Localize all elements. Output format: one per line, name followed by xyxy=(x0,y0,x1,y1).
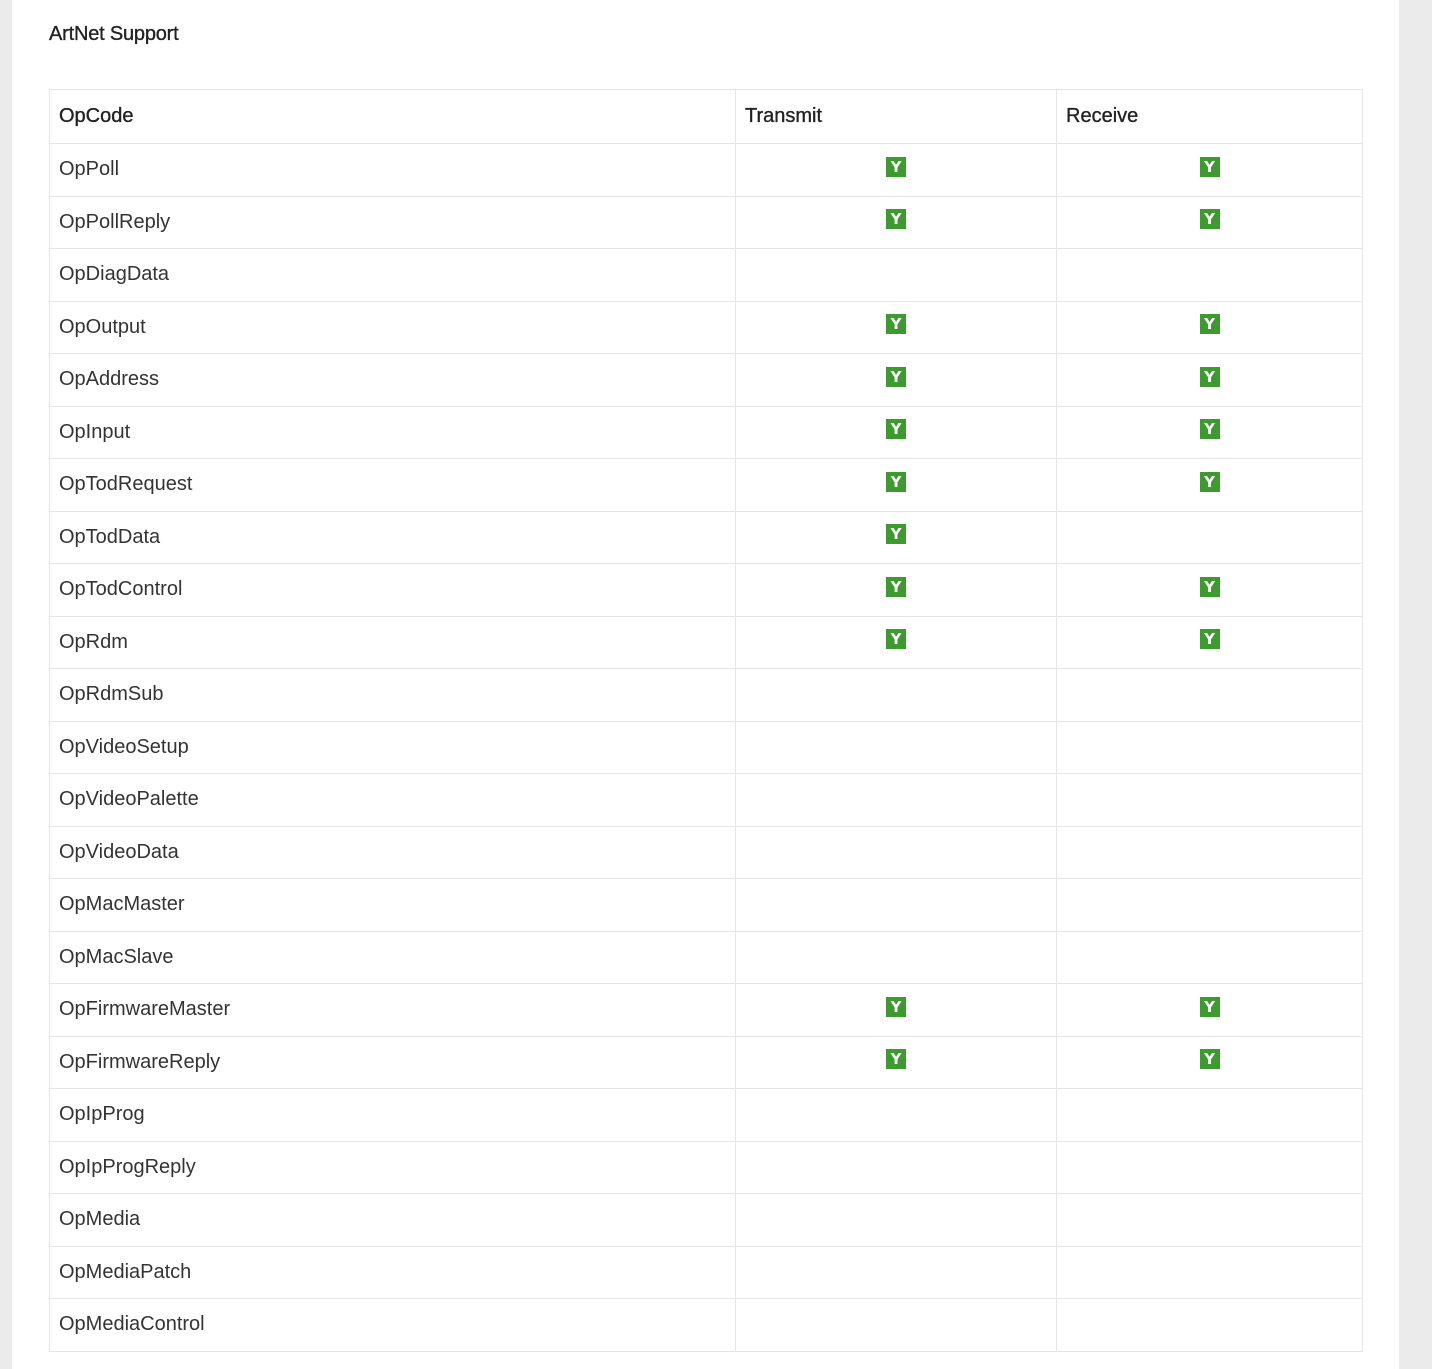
yes-badge-icon: Y xyxy=(1200,419,1220,439)
yes-badge-icon: Y xyxy=(886,524,906,544)
opcode-cell: OpRdmSub xyxy=(50,669,736,722)
transmit-cell xyxy=(736,406,1057,459)
opcode-cell: OpAddress xyxy=(50,354,736,407)
transmit-cell xyxy=(736,249,1057,302)
receive-cell xyxy=(1057,406,1363,459)
transmit-cell xyxy=(736,1141,1057,1194)
opcode-cell: OpTodData xyxy=(50,511,736,564)
transmit-cell xyxy=(736,301,1057,354)
yes-badge-icon: Y xyxy=(886,157,906,177)
yes-badge-icon: Y xyxy=(1200,997,1220,1017)
table-row xyxy=(50,459,1363,512)
receive-cell xyxy=(1057,721,1363,774)
table-row xyxy=(50,721,1363,774)
receive-cell xyxy=(1057,616,1363,669)
yes-badge-icon: Y xyxy=(1200,157,1220,177)
opcode-cell: OpVideoData xyxy=(50,826,736,879)
opcode-cell: OpMedia xyxy=(50,1194,736,1247)
opcode-cell: OpDiagData xyxy=(50,249,736,302)
receive-cell xyxy=(1057,1089,1363,1142)
table-row xyxy=(50,1246,1363,1299)
opcode-cell: OpMediaControl xyxy=(50,1299,736,1352)
receive-cell xyxy=(1057,459,1363,512)
transmit-cell xyxy=(736,564,1057,617)
table-row xyxy=(50,931,1363,984)
table-header-row xyxy=(50,90,1363,144)
table-row xyxy=(50,1141,1363,1194)
yes-badge-icon: Y xyxy=(886,997,906,1017)
yes-badge-icon: Y xyxy=(1200,367,1220,387)
table-row xyxy=(50,301,1363,354)
yes-badge-icon: Y xyxy=(1200,629,1220,649)
transmit-cell xyxy=(736,774,1057,827)
yes-badge-icon: Y xyxy=(886,314,906,334)
transmit-cell xyxy=(736,1089,1057,1142)
transmit-cell xyxy=(736,511,1057,564)
yes-badge-icon: Y xyxy=(1200,472,1220,492)
table-row xyxy=(50,1036,1363,1089)
yes-badge-icon: Y xyxy=(886,367,906,387)
opcode-cell: OpMacSlave xyxy=(50,931,736,984)
receive-cell xyxy=(1057,196,1363,249)
table-row xyxy=(50,1299,1363,1352)
yes-badge-icon: Y xyxy=(886,472,906,492)
table-row xyxy=(50,1194,1363,1247)
section-title: ArtNet Support xyxy=(49,23,179,45)
yes-badge-icon: Y xyxy=(886,209,906,229)
transmit-cell xyxy=(736,1246,1057,1299)
transmit-cell xyxy=(736,826,1057,879)
opcode-cell: OpIpProgReply xyxy=(50,1141,736,1194)
transmit-cell xyxy=(736,1036,1057,1089)
receive-cell xyxy=(1057,774,1363,827)
opcode-cell: OpTodControl xyxy=(50,564,736,617)
transmit-cell xyxy=(736,1299,1057,1352)
yes-badge-icon: Y xyxy=(886,1049,906,1069)
yes-badge-icon: Y xyxy=(1200,209,1220,229)
transmit-cell xyxy=(736,196,1057,249)
opcode-cell: OpMacMaster xyxy=(50,879,736,932)
table-row xyxy=(50,1089,1363,1142)
content-panel xyxy=(12,0,1399,1369)
artnet-support-table xyxy=(49,89,1363,1352)
yes-badge-icon: Y xyxy=(886,577,906,597)
receive-cell xyxy=(1057,826,1363,879)
receive-cell xyxy=(1057,1194,1363,1247)
opcode-cell: OpPoll xyxy=(50,144,736,197)
opcode-cell: OpVideoSetup xyxy=(50,721,736,774)
opcode-cell: OpOutput xyxy=(50,301,736,354)
yes-badge-icon: Y xyxy=(1200,577,1220,597)
table-body xyxy=(50,144,1363,1352)
opcode-cell: OpFirmwareReply xyxy=(50,1036,736,1089)
table-row xyxy=(50,826,1363,879)
table-row xyxy=(50,511,1363,564)
opcode-cell: OpRdm xyxy=(50,616,736,669)
transmit-cell xyxy=(736,459,1057,512)
opcode-cell: OpTodRequest xyxy=(50,459,736,512)
column-header-opcode: OpCode xyxy=(50,90,736,144)
column-header-receive: Receive xyxy=(1057,90,1363,144)
yes-badge-icon: Y xyxy=(886,629,906,649)
column-header-transmit: Transmit xyxy=(736,90,1057,144)
opcode-cell: OpFirmwareMaster xyxy=(50,984,736,1037)
table-row xyxy=(50,406,1363,459)
transmit-cell xyxy=(736,669,1057,722)
table-row xyxy=(50,616,1363,669)
yes-badge-icon: Y xyxy=(1200,1049,1220,1069)
yes-badge-icon: Y xyxy=(1200,314,1220,334)
table-row xyxy=(50,564,1363,617)
receive-cell xyxy=(1057,931,1363,984)
receive-cell xyxy=(1057,511,1363,564)
yes-badge-icon: Y xyxy=(886,419,906,439)
receive-cell xyxy=(1057,144,1363,197)
receive-cell xyxy=(1057,984,1363,1037)
opcode-cell: OpIpProg xyxy=(50,1089,736,1142)
receive-cell xyxy=(1057,669,1363,722)
opcode-cell: OpMediaPatch xyxy=(50,1246,736,1299)
transmit-cell xyxy=(736,354,1057,407)
table-row xyxy=(50,879,1363,932)
transmit-cell xyxy=(736,984,1057,1037)
opcode-cell: OpPollReply xyxy=(50,196,736,249)
table-row xyxy=(50,774,1363,827)
transmit-cell xyxy=(736,721,1057,774)
receive-cell xyxy=(1057,301,1363,354)
opcode-cell: OpInput xyxy=(50,406,736,459)
receive-cell xyxy=(1057,879,1363,932)
table-row xyxy=(50,144,1363,197)
table-row xyxy=(50,249,1363,302)
receive-cell xyxy=(1057,249,1363,302)
transmit-cell xyxy=(736,616,1057,669)
opcode-cell: OpVideoPalette xyxy=(50,774,736,827)
table-row xyxy=(50,354,1363,407)
receive-cell xyxy=(1057,1141,1363,1194)
table-row xyxy=(50,669,1363,722)
transmit-cell xyxy=(736,879,1057,932)
receive-cell xyxy=(1057,1246,1363,1299)
receive-cell xyxy=(1057,354,1363,407)
table-row xyxy=(50,984,1363,1037)
transmit-cell xyxy=(736,144,1057,197)
transmit-cell xyxy=(736,1194,1057,1247)
receive-cell xyxy=(1057,564,1363,617)
transmit-cell xyxy=(736,931,1057,984)
table-row xyxy=(50,196,1363,249)
receive-cell xyxy=(1057,1299,1363,1352)
receive-cell xyxy=(1057,1036,1363,1089)
